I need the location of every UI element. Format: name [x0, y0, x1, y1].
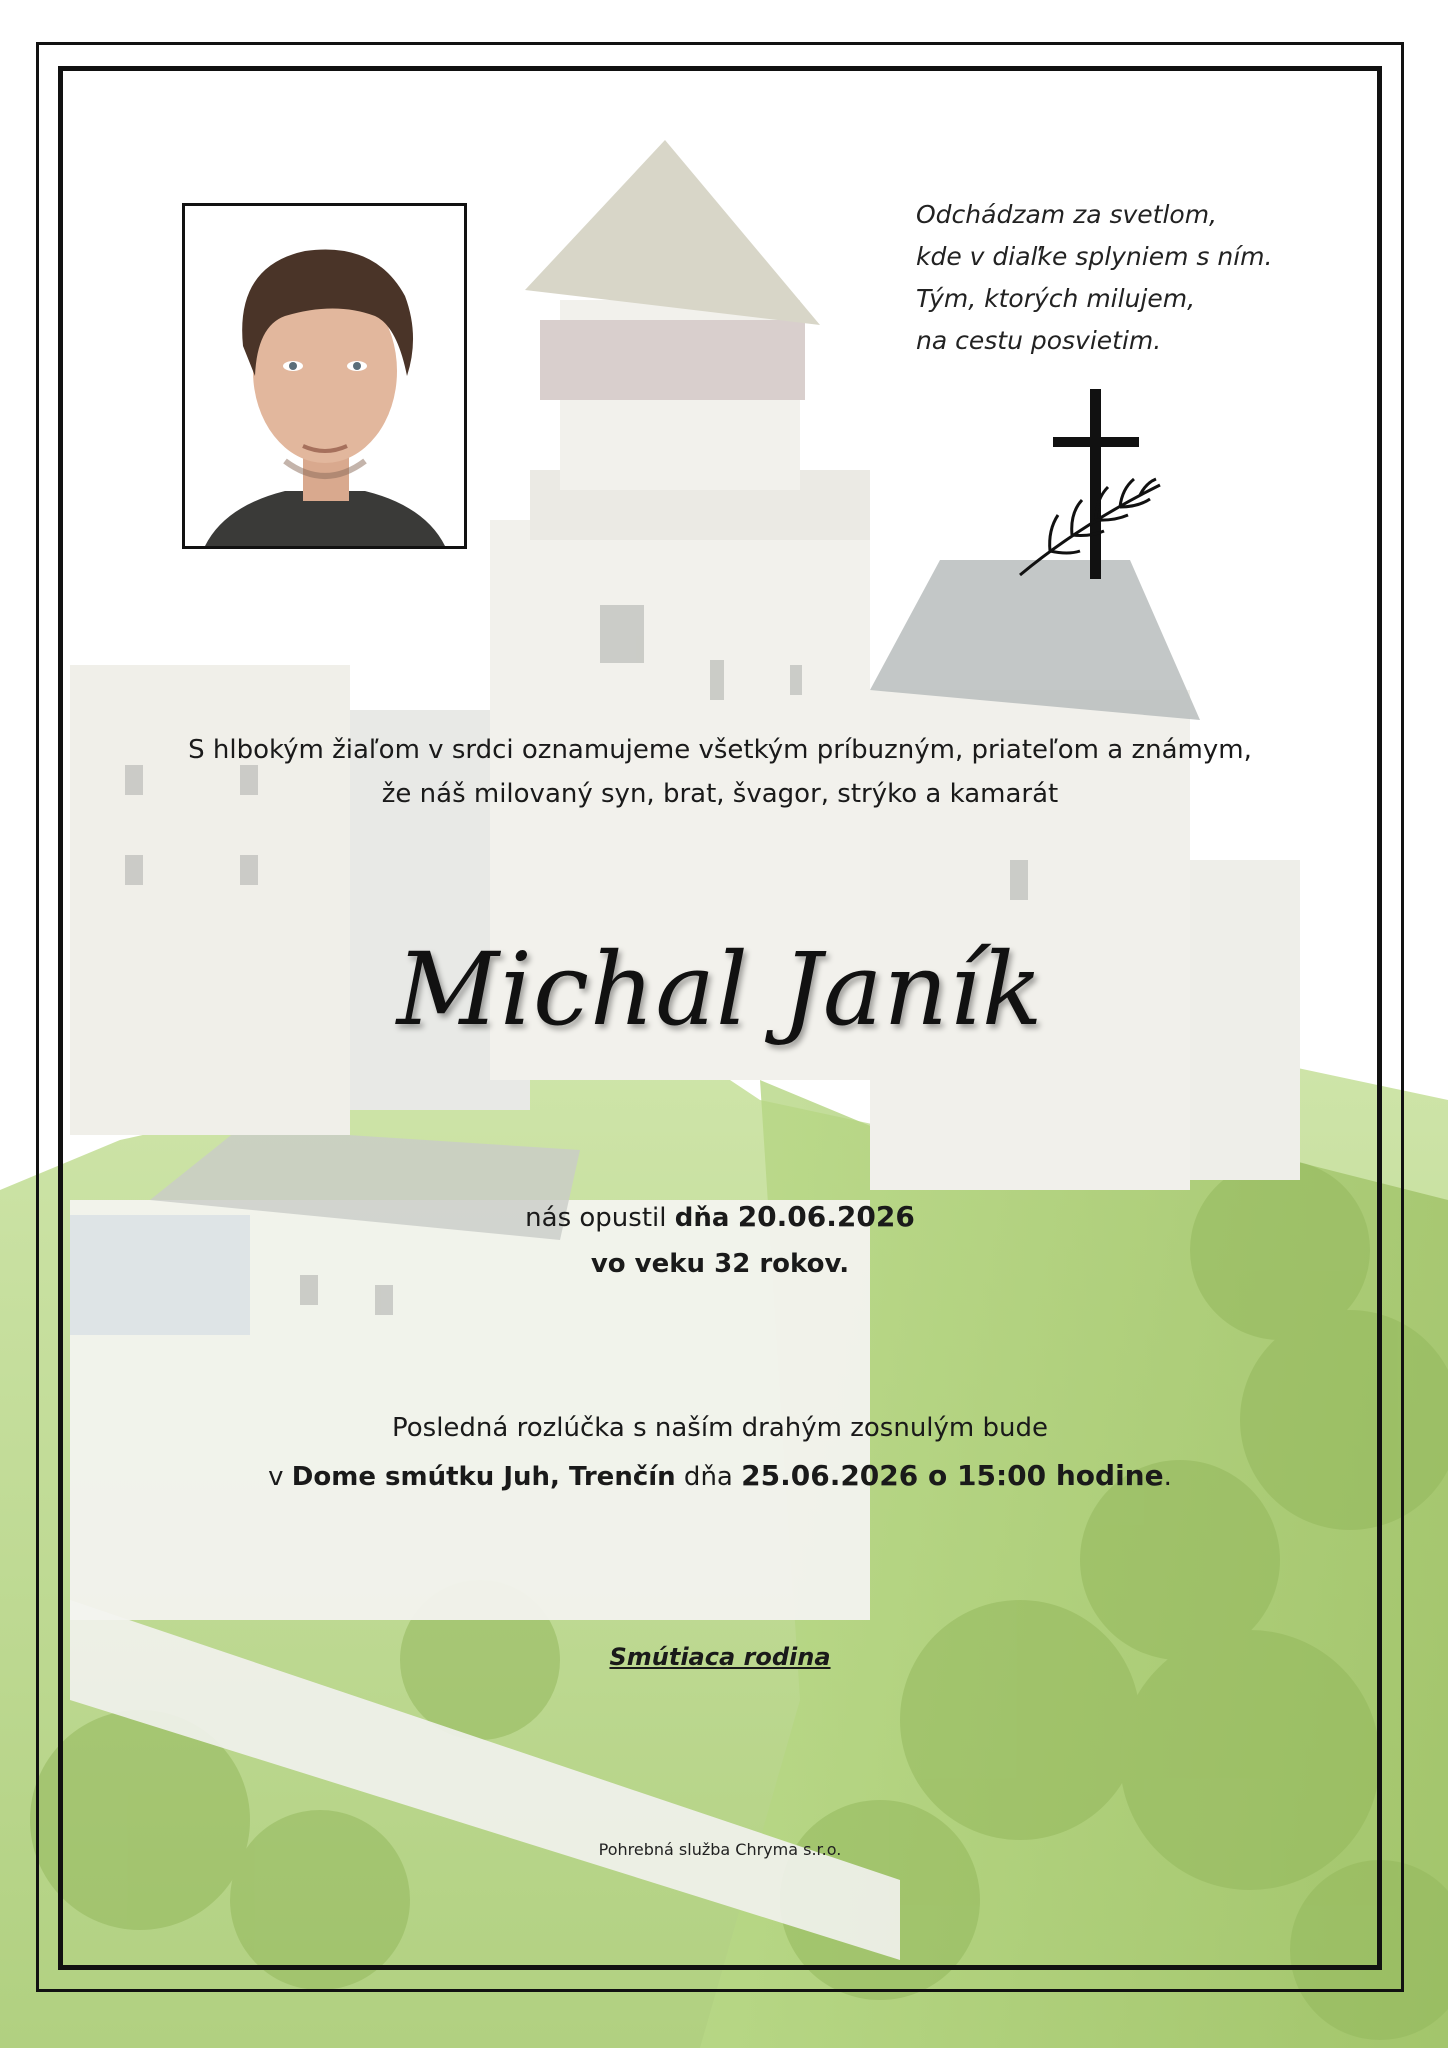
announcement-line-2: že náš milovaný syn, brat, švagor, strýko a kamarát — [381, 779, 1059, 809]
cross-icon — [1010, 385, 1170, 585]
announcement-line-1: S hlbokým žiaľom v srdci oznamujeme všetkým príbuzným, priateľom a známym, — [188, 735, 1252, 765]
funeral-day-word: dňa — [675, 1462, 742, 1492]
funeral-place: Dome smútku Juh, Trenčín — [291, 1462, 676, 1492]
funeral-info — [58, 1404, 1382, 1501]
death-info — [58, 1194, 1382, 1287]
funeral-datetime: 25.06.2026 o 15:00 hodine — [741, 1459, 1164, 1492]
poem-line: kde v diaľke splyniem s ním. — [916, 242, 1273, 271]
family-signature: Smútiaca rodina — [609, 1643, 831, 1671]
funeral-line-2 — [58, 1452, 1382, 1501]
poem-line: na cestu posvietim. — [916, 326, 1162, 355]
deceased-name: Michal Janík — [396, 931, 1044, 1048]
portrait-photo — [182, 203, 467, 549]
funeral-service-name: Pohrebná služba Chryma s.r.o. — [598, 1840, 842, 1859]
poem — [916, 194, 1336, 362]
announcement — [58, 728, 1382, 816]
poem-line: Tým, ktorých milujem, — [916, 284, 1196, 313]
death-age: vo veku 32 rokov. — [590, 1249, 850, 1279]
portrait-image — [185, 206, 464, 546]
funeral-line-1: Posledná rozlúčka s naším drahým zosnulým bude — [392, 1413, 1048, 1443]
death-prefix: nás opustil — [525, 1203, 675, 1233]
death-age-line — [58, 1241, 1382, 1287]
funeral-suffix: . — [1163, 1462, 1172, 1492]
death-day-word: dňa — [674, 1203, 730, 1233]
death-date: 20.06.2026 — [737, 1200, 915, 1233]
funeral-prefix: v — [268, 1462, 292, 1492]
poem-line: Odchádzam za svetlom, — [916, 200, 1218, 229]
death-date-line — [58, 1194, 1382, 1241]
